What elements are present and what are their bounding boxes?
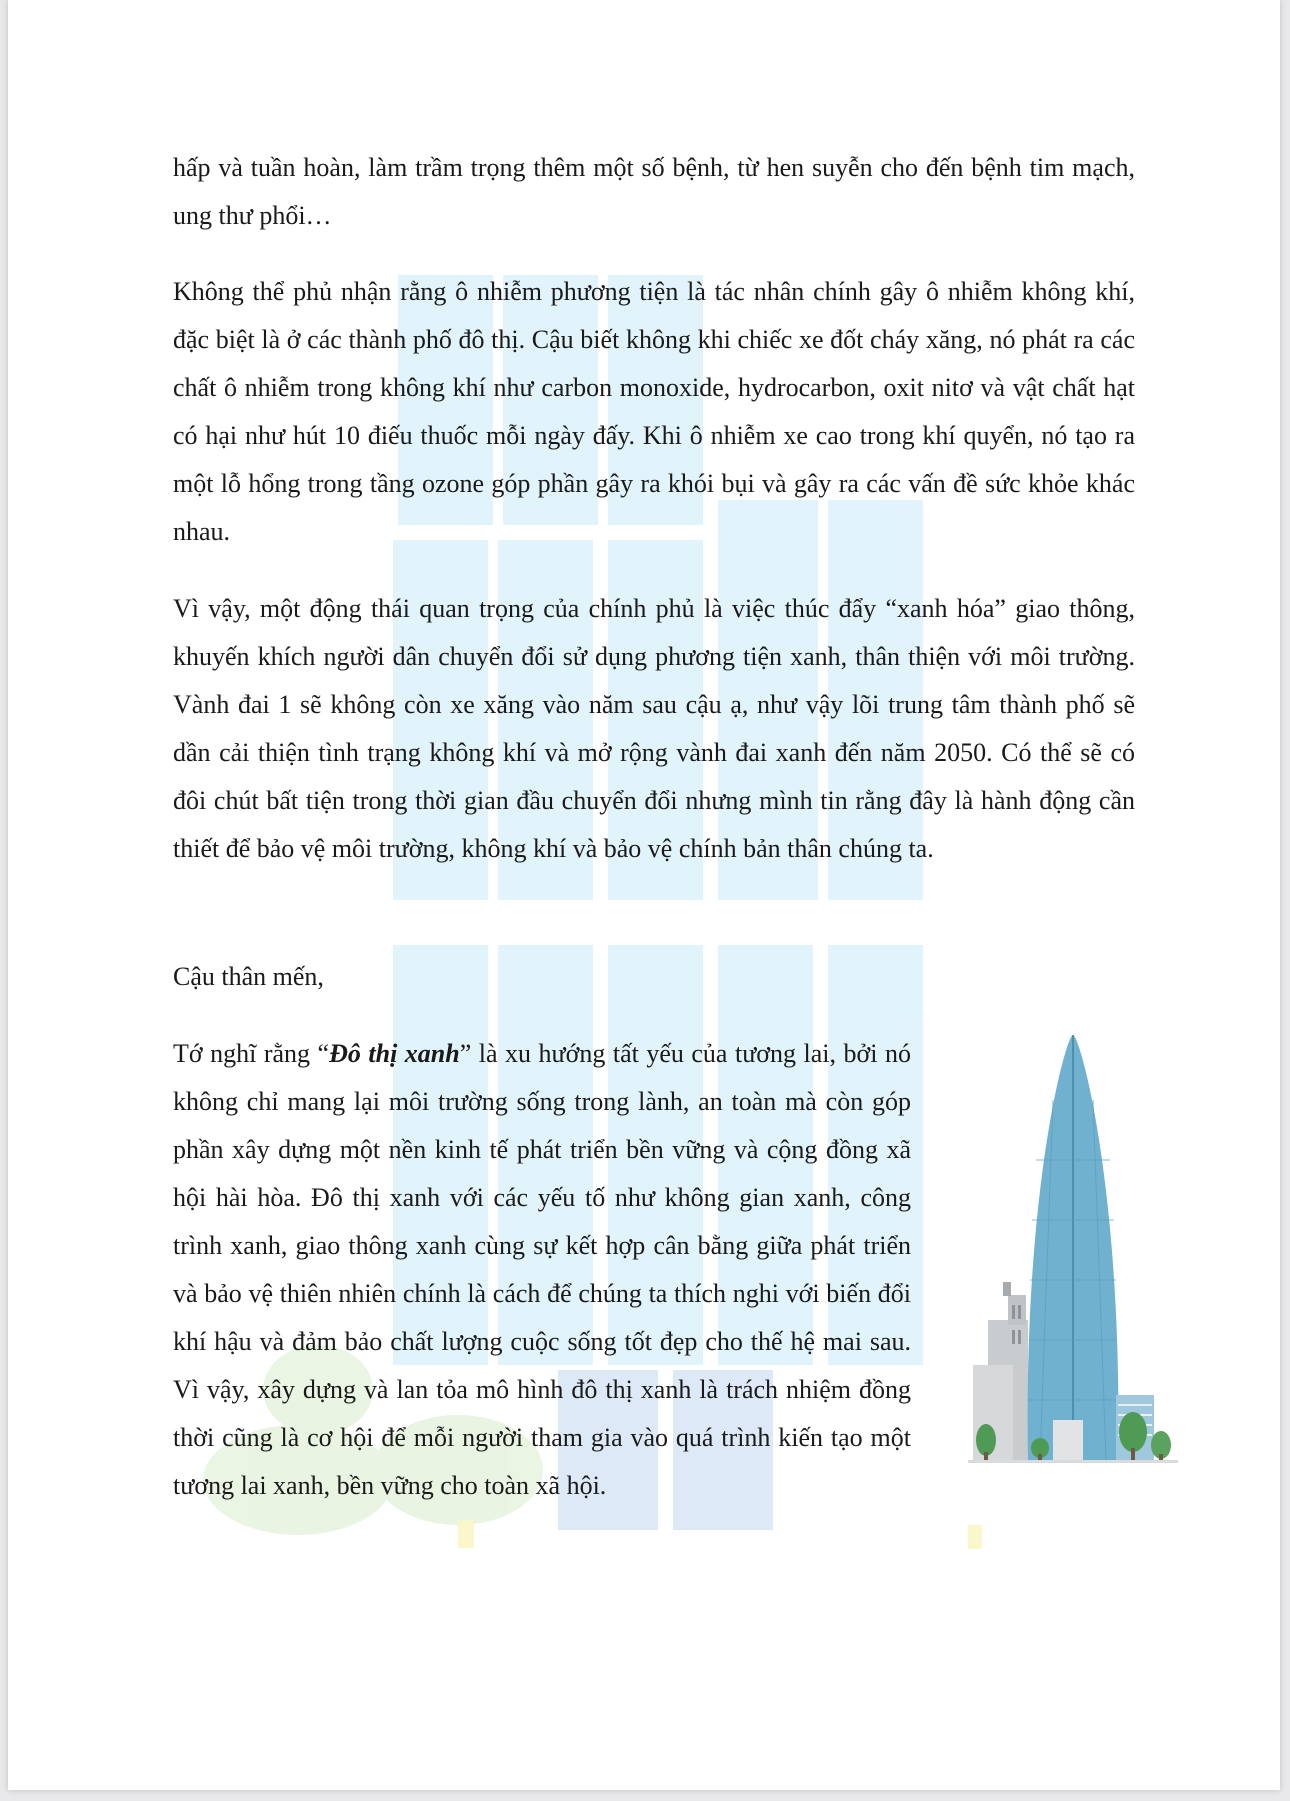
greeting — [173, 953, 1135, 1001]
document-page — [8, 0, 1280, 1790]
paragraph-3-text: Vì vậy, một động thái quan trọng của chính phủ là việc thúc đẩy “xanh hóa” giao thông, khuyến khích người dân chuyển đổi sử dụng phương tiện xanh, thân thiện với môi trường. Vành đai 1 sẽ không còn xe xăng vào năm sau cậu ạ, như vậy lõi trung tâm thành phố sẽ dần cải thiện tình trạng không khí và mở rộng vành đai xanh đến năm 2050. Có thể sẽ có đôi chút bất tiện trong thời gian đầu chuyển đổi nhưng mình tin rằng đây là hành động cần thiết để bảo vệ môi trường, không khí và bảo vệ chính bản thân chúng ta. — [173, 594, 1135, 863]
skyscraper-illustration — [968, 1020, 1178, 1490]
paragraph-1 — [173, 144, 1135, 240]
paragraph-4 — [173, 1030, 911, 1510]
paragraph-4-rest: ” là xu hướng tất yếu của tương lai, bởi nó không chỉ mang lại môi trường sống trong lành, an toàn mà còn góp phần xây dựng một nền kinh tế phát triển bền vững và cộng đồng xã hội hài hòa. Đô thị xanh với các yếu tố như không gian xanh, công trình xanh, giao thông xanh cùng sự kết hợp cân bằng giữa phát triển và bảo vệ thiên nhiên chính là cách để chúng ta thích nghi với biến đổi khí hậu và đảm bảo chất lượng cuộc sống tốt đẹp cho thế hệ mai sau. Vì vậy, xây dựng và lan tỏa mô hình đô thị xanh là trách nhiệm đồng thời cũng là cơ hội để mỗi người tham gia vào quá trình kiến tạo một tương lai xanh, bền vững cho toàn xã hội. — [173, 1039, 912, 1500]
greeting-text: Cậu thân mến, — [173, 962, 324, 991]
paragraph-1-text: hấp và tuần hoàn, làm trầm trọng thêm một số bệnh, từ hen suyễn cho đến bệnh tim mạch, ung thư phổi… — [173, 153, 1135, 230]
paragraph-3 — [173, 585, 1135, 873]
paragraph-2-text: Không thể phủ nhận rằng ô nhiễm phương tiện là tác nhân chính gây ô nhiễm không khí, đặc biệt là ở các thành phố đô thị. Cậu biết không khi chiếc xe đốt cháy xăng, nó phát ra các chất ô nhiễm trong không khí như carbon monoxide, hydrocarbon, oxit nitơ và vật chất hạt có hại như hút 10 điếu thuốc mỗi ngày đấy. Khi ô nhiễm xe cao trong khí quyển, nó tạo ra một lỗ hổng trong tầng ozone góp phần gây ra khói bụi và gây ra các vấn đề sức khỏe khác nhau. — [173, 277, 1135, 546]
paragraph-4-lead: Tớ nghĩ rằng “ — [173, 1039, 330, 1068]
paragraph-4-text — [173, 1030, 911, 1510]
paragraph-2 — [173, 268, 1135, 556]
paragraph-4-emphasis: Đô thị xanh — [329, 1039, 460, 1068]
